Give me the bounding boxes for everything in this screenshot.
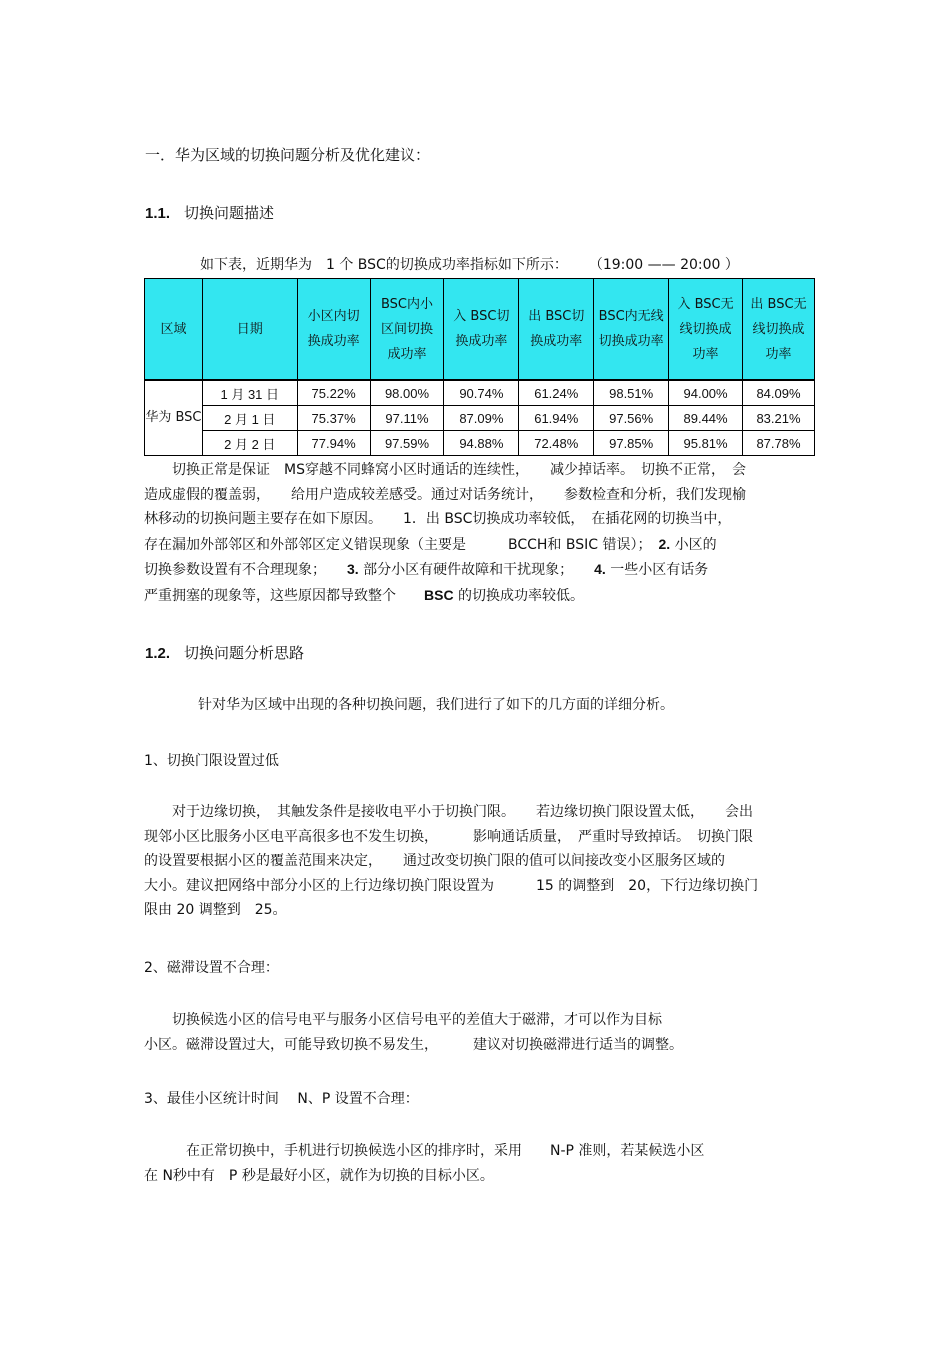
handover-kpi-table bbox=[144, 278, 815, 456]
value-cell: 89.44% bbox=[669, 406, 743, 431]
analysis-intro: 针对华为区域中出现的各种切换问题，我们进行了如下的几方面的详细分析。 bbox=[198, 697, 674, 713]
value-cell: 75.22% bbox=[297, 380, 370, 406]
section-title: 切换问题分析思路 bbox=[184, 644, 305, 662]
value-cell: 90.74% bbox=[444, 380, 519, 406]
item-3-title: 3、最佳小区统计时间 N、P 设置不合理： bbox=[144, 1091, 419, 1107]
value-cell: 87.78% bbox=[743, 431, 815, 456]
date-cell: 1 月 31 日 bbox=[202, 380, 297, 406]
item-1-body bbox=[144, 800, 810, 923]
value-cell: 94.88% bbox=[444, 431, 519, 456]
item-2-body bbox=[144, 1008, 810, 1057]
value-cell: 97.59% bbox=[370, 431, 444, 456]
line-segment: 部分小区有硬件故障和干扰现象； bbox=[363, 562, 595, 578]
item-3-body bbox=[144, 1139, 810, 1188]
paragraph-line: 林移动的切换问题主要存在如下原因。 1．出 BSC切换成功率较低， 在插花网的切换当中， bbox=[144, 511, 732, 527]
value-cell: 75.37% bbox=[297, 406, 370, 431]
line-segment: 切换参数设置有不合理现象； bbox=[144, 562, 347, 578]
header-cell: 入 BSC切换成功率 bbox=[444, 279, 519, 381]
value-cell: 72.48% bbox=[519, 431, 594, 456]
line-segment: 小区的 bbox=[674, 536, 717, 553]
value-cell: 97.11% bbox=[370, 406, 444, 431]
point-number: 2. bbox=[658, 535, 671, 552]
table-header-row bbox=[145, 279, 815, 381]
paragraph-line: 现邻小区比服务小区电平高很多也不发生切换， 影响通话质量， 严重时导致掉话。 切换门限 bbox=[144, 828, 753, 845]
bsc-term: BSC bbox=[424, 586, 454, 603]
section-title: 切换问题描述 bbox=[184, 204, 275, 222]
section-number: 1.2. bbox=[145, 645, 171, 662]
value-cell: 61.94% bbox=[519, 406, 594, 431]
point-number: 4. bbox=[594, 561, 606, 577]
item-1-title: 1、切换门限设置过低 bbox=[144, 753, 279, 769]
table-row bbox=[145, 380, 815, 406]
paragraph-line: 小区。磁滞设置过大，可能导致切换不易发生， 建议对切换磁滞进行适当的调整。 bbox=[144, 1036, 683, 1053]
value-cell: 61.24% bbox=[519, 380, 594, 406]
paragraph-line: 在 N秒中有 P 秒是最好小区，就作为切换的目标小区。 bbox=[144, 1167, 494, 1184]
value-cell: 94.00% bbox=[669, 380, 743, 406]
header-cell: 入 BSC无线切换成功率 bbox=[669, 279, 743, 381]
header-cell: BSC内小区间切换成功率 bbox=[370, 279, 444, 381]
paragraph-line: 切换候选小区的信号电平与服务小区信号电平的差值大于磁滞，才可以作为目标 bbox=[144, 1012, 662, 1028]
section-number: 1.1. bbox=[145, 205, 171, 222]
section-1-2-heading bbox=[145, 642, 304, 663]
paragraph-line: 限由 20 调整到 25。 bbox=[144, 902, 287, 918]
date-cell: 2 月 2 日 bbox=[202, 431, 297, 456]
value-cell: 84.09% bbox=[743, 380, 815, 406]
line-segment: 一些小区有话务 bbox=[610, 562, 709, 578]
line-segment: 存在漏加外部邻区和外部邻区定义错误现象（主要是 BCCH和 BSIC 错误）； bbox=[144, 536, 645, 553]
value-cell: 83.21% bbox=[743, 406, 815, 431]
value-cell: 97.85% bbox=[594, 431, 669, 456]
paragraph-description bbox=[144, 458, 810, 608]
intro-time: （19:00 —— 20:00 ） bbox=[595, 257, 739, 273]
paragraph-line bbox=[144, 557, 810, 583]
paragraph-line bbox=[144, 532, 810, 558]
region-cell: 华为 BSC bbox=[145, 380, 203, 456]
value-cell: 98.51% bbox=[594, 380, 669, 406]
value-cell: 87.09% bbox=[444, 406, 519, 431]
header-cell: 出 BSC切换成功率 bbox=[519, 279, 594, 381]
main-heading: 一．华为区域的切换问题分析及优化建议： bbox=[145, 146, 431, 164]
header-cell: BSC内无线切换成功率 bbox=[594, 279, 669, 381]
point-number: 3. bbox=[347, 561, 359, 577]
paragraph-line: 造成虚假的覆盖弱， 给用户造成较差感受。通过对话务统计， 参数检查和分析，我们发现榆 bbox=[144, 486, 746, 503]
section-1-1-heading bbox=[145, 202, 274, 223]
header-cell: 区域 bbox=[145, 279, 203, 381]
paragraph-line: 在正常切换中，手机进行切换候选小区的排序时，采用 N-P 准则，若某候选小区 bbox=[144, 1143, 705, 1159]
paragraph-line: 的设置要根据小区的覆盖范围来决定， 通过改变切换门限的值可以间接改变小区服务区域的 bbox=[144, 853, 725, 869]
table-intro bbox=[200, 254, 739, 274]
line-segment: 严重拥塞的现象等，这些原因都导致整个 bbox=[144, 587, 424, 604]
value-cell: 97.56% bbox=[594, 406, 669, 431]
paragraph-line: 切换正常是保证 MS穿越不同蜂窝小区时通话的连续性， 减少掉话率。 切换不正常， 会 bbox=[144, 462, 746, 478]
value-cell: 98.00% bbox=[370, 380, 444, 406]
header-cell: 日期 bbox=[202, 279, 297, 381]
table-row bbox=[145, 431, 815, 456]
paragraph-line: 对于边缘切换， 其触发条件是接收电平小于切换门限。 若边缘切换门限设置太低， 会出 bbox=[144, 804, 753, 820]
header-cell: 小区内切换成功率 bbox=[297, 279, 370, 381]
table-row bbox=[145, 406, 815, 431]
header-cell: 出 BSC无线切换成功率 bbox=[743, 279, 815, 381]
intro-text: 如下表，近期华为 1 个 BSC的切换成功率指标如下所示： bbox=[200, 257, 568, 273]
paragraph-line bbox=[144, 583, 810, 609]
line-segment: 的切换成功率较低。 bbox=[458, 587, 585, 604]
date-cell: 2 月 1 日 bbox=[202, 406, 297, 431]
item-2-title: 2、磁滞设置不合理： bbox=[144, 960, 279, 976]
value-cell: 77.94% bbox=[297, 431, 370, 456]
paragraph-line: 大小。建议把网络中部分小区的上行边缘切换门限设置为 15 的调整到 20，下行边缘切换门 bbox=[144, 877, 759, 894]
value-cell: 95.81% bbox=[669, 431, 743, 456]
